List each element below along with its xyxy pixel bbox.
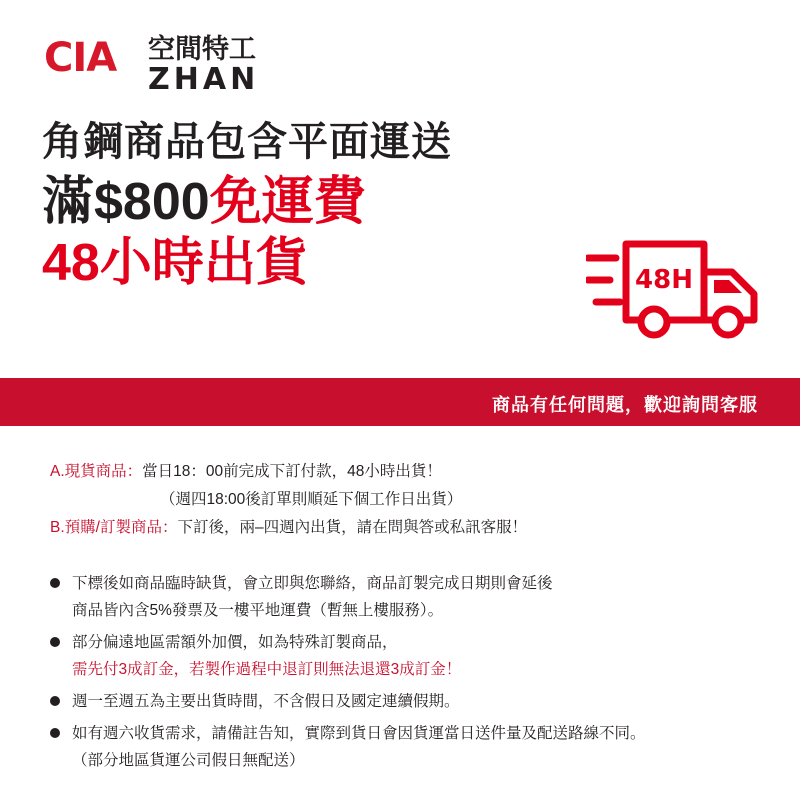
list-item-sub: 商品皆內含5%發票及一樓平地運費（暫無上樓服務）。 bbox=[72, 602, 444, 619]
terms-list bbox=[50, 570, 770, 779]
headline-free-shipping: 免運費 bbox=[209, 173, 366, 231]
truck-badge-text: 48H bbox=[635, 265, 693, 295]
list-item bbox=[50, 688, 770, 715]
note-a-sub-text: （週四18:00後訂單則順延下個工作日出貨） bbox=[160, 491, 463, 508]
headline-block bbox=[42, 116, 602, 294]
list-item-main: 部分偏遠地區需額外加價，如為特殊訂製商品， bbox=[72, 634, 398, 651]
note-b-label: B.預購/訂製商品： bbox=[50, 519, 178, 536]
note-row-a-sub bbox=[50, 486, 760, 514]
list-item bbox=[50, 720, 770, 774]
note-row-b bbox=[50, 514, 760, 542]
list-item-main: 如有週六收貨需求，請備註告知，實際到貨日會因貨運當日送件量及配送路線不同。 bbox=[72, 725, 646, 742]
logo-brand-en: ZHAN bbox=[148, 62, 260, 97]
headline-line-2 bbox=[42, 170, 602, 234]
note-a-text: 當日18：00前完成下訂付款，48小時出貨！ bbox=[142, 463, 442, 480]
shipping-notes bbox=[50, 458, 760, 542]
logo-brand-cn: 空間特工 bbox=[148, 34, 256, 64]
headline-line-3: 48小時出貨 bbox=[42, 234, 308, 292]
note-a-label: A.現貨商品： bbox=[50, 463, 143, 480]
bullet-dot-icon bbox=[50, 728, 60, 738]
list-item bbox=[50, 629, 770, 683]
bullet-dot-icon bbox=[50, 696, 60, 706]
headline-amount: 滿$800 bbox=[42, 173, 210, 231]
brand-logo bbox=[44, 36, 344, 100]
contact-banner-text: 商品有任何問題，歡迎詢問客服 bbox=[492, 395, 758, 415]
list-item-main: 週一至週五為主要出貨時間，不含假日及國定連續假期。 bbox=[72, 693, 460, 710]
list-item-main: 下標後如商品臨時缺貨，會立即與您聯絡，商品訂製完成日期則會延後 bbox=[72, 575, 553, 592]
headline-line-1: 角鋼商品包含平面運送 bbox=[42, 120, 452, 164]
list-item bbox=[50, 570, 770, 624]
note-row-a bbox=[50, 458, 760, 486]
note-b-text: 下訂後，兩–四週內出貨，請在問與答或私訊客服！ bbox=[177, 519, 528, 536]
delivery-truck-icon bbox=[586, 228, 766, 348]
bullet-dot-icon bbox=[50, 578, 60, 588]
list-item-sub: （部分地區貨運公司假日無配送） bbox=[72, 752, 305, 769]
bullet-dot-icon bbox=[50, 637, 60, 647]
list-item-sub-highlight: 需先付3成訂金，若製作過程中退訂則無法退還3成訂金！ bbox=[72, 661, 462, 678]
contact-banner bbox=[0, 378, 800, 426]
logo-mark-text: CIA bbox=[44, 35, 117, 81]
